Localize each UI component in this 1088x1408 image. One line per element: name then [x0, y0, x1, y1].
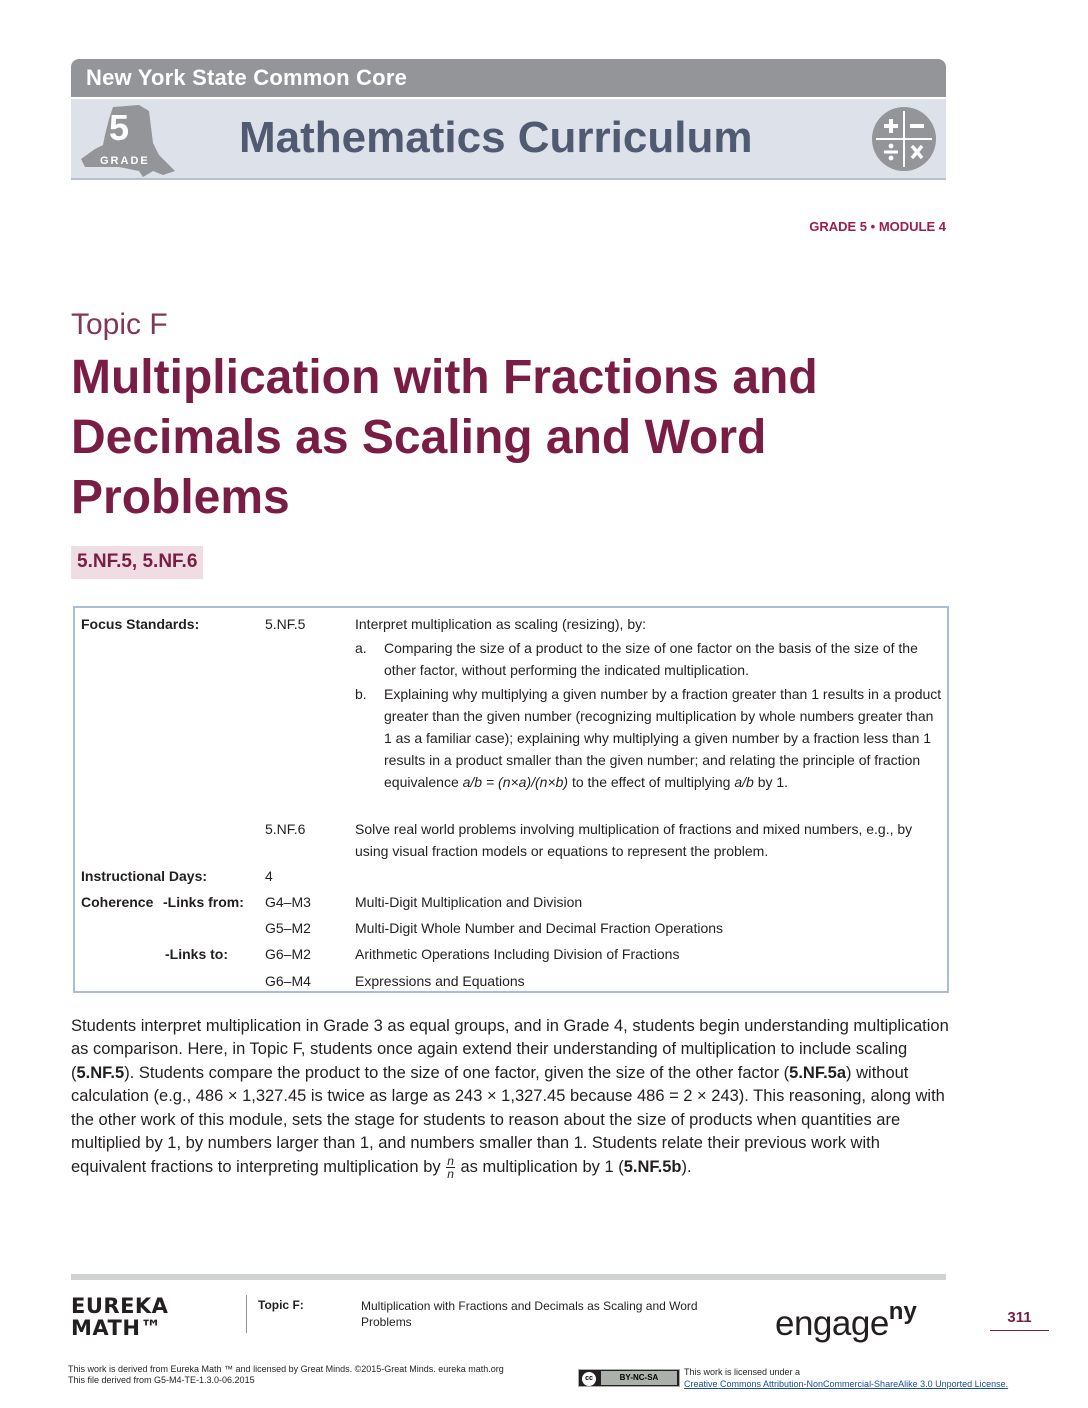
- grade-word: GRADE: [100, 155, 150, 167]
- standard-ref: 5.NF.5: [76, 1063, 125, 1082]
- footer-topic-description: Multiplication with Fractions and Decimals as Scaling and Word Problems: [361, 1299, 698, 1329]
- fraction-equivalence-formula: a/b = (n×a)/(n×b): [462, 774, 569, 790]
- engageny-logo: engage$^{ny}$: [775, 1298, 917, 1343]
- module-label: GRADE 5 • MODULE 4: [809, 219, 946, 234]
- link-from-title: Multi-Digit Whole Number and Decimal Fraction Operations: [355, 920, 724, 936]
- std1-text: Interpret multiplication as scaling (resizing), by:: [355, 616, 647, 632]
- footer-divider-bar: [71, 1274, 946, 1280]
- banner-text: New York State Common Core: [86, 65, 408, 90]
- std1b-marker: b.: [355, 686, 367, 702]
- math-operations-icon: [870, 105, 938, 173]
- link-from-code: G5–M2: [265, 920, 311, 936]
- instructional-days-value: 4: [265, 868, 273, 884]
- std2-code: 5.NF.6: [265, 821, 306, 837]
- link-from-title: Multi-Digit Multiplication and Division: [355, 894, 583, 910]
- standard-ref: 5.NF.5b: [623, 1158, 682, 1177]
- std2-text: Solve real world problems involving multiplication of fractions and mixed numbers, e.g., by using visual fraction models or equations to represent the problem.: [355, 821, 913, 859]
- curriculum-banner: [71, 99, 946, 180]
- a-over-b: a/b: [734, 774, 754, 790]
- footer-topic-label: Topic F:: [258, 1298, 304, 1312]
- page-number: 311: [990, 1309, 1049, 1331]
- topic-title: Multiplication with Fractions and Decimals as Scaling and Word Problems: [71, 351, 818, 524]
- link-to-code: G6–M2: [265, 946, 311, 962]
- instructional-days-label: Instructional Days:: [81, 868, 208, 884]
- standard-ref: 5.NF.5a: [789, 1063, 847, 1082]
- eureka-math-logo: EUREKA MATH™: [71, 1294, 169, 1340]
- link-to-title: Expressions and Equations: [355, 973, 525, 989]
- header-banner: [71, 59, 946, 97]
- footer-vertical-divider: [246, 1295, 247, 1333]
- grade-number: 5: [109, 107, 130, 148]
- curriculum-title: Mathematics Curriculum: [239, 113, 753, 162]
- links-to-label: -Links to:: [165, 946, 228, 962]
- link-from-code: G4–M3: [265, 894, 311, 910]
- derivation-notice: This work is derived from Eureka Math ™ and licensed by Great Minds. ©2015-Great Minds. eureka math.org This file derived from G5-M4-TE-1.3.0-06.2015: [68, 1364, 504, 1385]
- link-to-title: Arithmetic Operations Including Division of Fractions: [355, 946, 680, 962]
- creative-commons-badge: cc BY-NC-SA: [578, 1369, 680, 1387]
- std1a-text: Comparing the size of a product to the size of one factor on the basis of the size of the other factor, without performing the indicated multiplication.: [384, 640, 918, 678]
- std1-code: 5.NF.5: [265, 616, 306, 632]
- standards-badge: 5.NF.5, 5.NF.6: [71, 546, 203, 579]
- coherence-label: Coherence: [81, 894, 154, 910]
- topic-overview-paragraph: Students interpret multiplication in Grade 3 as equal groups, and in Grade 4, students begin understanding multiplication as comparison. Here, in Topic F, students once again extend their understanding of multiplication to include scaling (5.NF.5). Students compare the product to the size of one factor, given the size of the other factor (5.NF.5a) without calculation (e.g., 486 × 1,327.45 is twice as large as 243 × 1,327.45 because 486 = 2 × 243). This reasoning, along with the other work of this module, sets the stage for students to reason about the size of products when quantities are multiplied by 1, by numbers larger than 1, and numbers smaller than 1. Students relate their previous work with equivalent fractions to interpreting multiplication by $\frac{n}{n}$ as multiplication by 1 (5.NF.5b).: [71, 1017, 949, 1182]
- std1b-text: Explaining why multiplying a given number by a fraction greater than 1 results in a product greater than the given number (recognizing multiplication by whole numbers greater than 1 as a familiar case); explaining why multiplying a given number by a fraction less than 1 results in a product smaller than the given number; and relating the principle of fraction equivalence a/b = (n×a)/(n×b) to the effect of multiplying a/b by 1.: [384, 686, 942, 790]
- link-to-code: G6–M4: [265, 973, 311, 989]
- n-over-n-fraction: $\frac{n}{n}$: [447, 1154, 454, 1182]
- standards-table: [73, 606, 949, 993]
- license-link[interactable]: Creative Commons Attribution-NonCommercial-ShareAlike 3.0 Unported License.: [684, 1379, 1009, 1389]
- focus-standards-label: Focus Standards:: [81, 616, 200, 632]
- links-from-label: -Links from:: [163, 894, 244, 910]
- license-notice: This work is licensed under a Creative Commons Attribution-NonCommercial-ShareAlike 3.0 Unported License.: [684, 1367, 1009, 1389]
- std1a-marker: a.: [355, 640, 367, 656]
- cc-icon: cc: [582, 1372, 596, 1386]
- topic-label: Topic F: [71, 308, 168, 341]
